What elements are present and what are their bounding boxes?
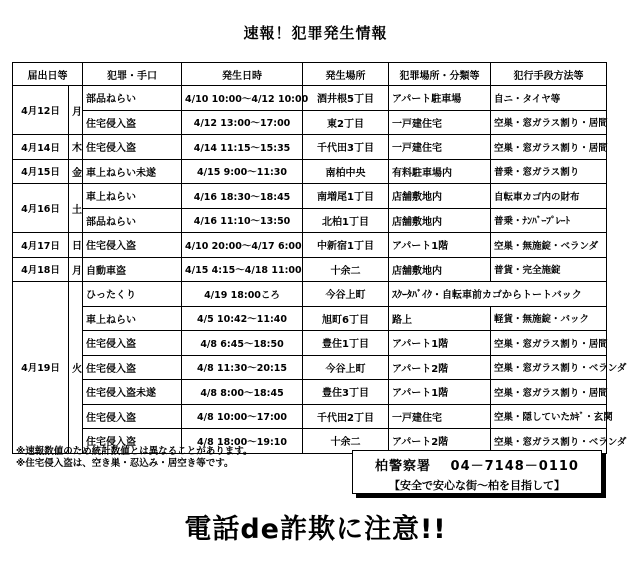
day-of-week-cell: 土 xyxy=(69,184,83,233)
datetime-cell: 4/8 8:00～18:45 xyxy=(182,380,303,405)
crime-type-cell: 自動車盗 xyxy=(83,257,182,282)
crime-type-cell: 住宅侵入盗 xyxy=(83,429,182,454)
crime-type-cell: 住宅侵入盗 xyxy=(83,135,182,160)
place-cell: 千代田2丁目 xyxy=(303,404,389,429)
place-cell: 中新宿1丁目 xyxy=(303,233,389,258)
location-type-cell: アパート2階 xyxy=(389,355,491,380)
location-type-cell: アパート1階 xyxy=(389,233,491,258)
location-type-cell: アパート1階 xyxy=(389,380,491,405)
datetime-cell: 4/12 13:00～17:00 xyxy=(182,110,303,135)
location-type-cell: ｽｸｰﾀﾊﾞｲｸ・自転車前カゴからトートバック xyxy=(389,282,607,307)
method-cell: 自転車カゴ内の財布 xyxy=(491,184,607,209)
table-row xyxy=(13,282,607,307)
datetime-cell: 4/10 10:00～4/12 10:00 xyxy=(182,86,303,111)
datetime-cell: 4/15 9:00～11:30 xyxy=(182,159,303,184)
place-cell: 千代田3丁目 xyxy=(303,135,389,160)
place-cell: 南増尾1丁目 xyxy=(303,184,389,209)
method-cell: 普乗・窓ガラス割り xyxy=(491,159,607,184)
crime-type-cell: 住宅侵入盗 xyxy=(83,110,182,135)
day-of-week-cell: 月 xyxy=(69,257,83,282)
report-date-cell: 4月16日 xyxy=(13,184,69,233)
location-type-cell: アパート2階 xyxy=(389,429,491,454)
day-of-week-cell: 火 xyxy=(69,282,83,454)
report-date-cell: 4月17日 xyxy=(13,233,69,258)
header-datetime: 発生日時 xyxy=(182,63,303,86)
footnote-1: ※速報数値のため統計数値とは異なることがあります。 xyxy=(16,446,253,457)
datetime-cell: 4/8 11:30～20:15 xyxy=(182,355,303,380)
report-date-cell: 4月14日 xyxy=(13,135,69,160)
method-cell: 空巣・窓ガラス割り・居間 xyxy=(491,380,607,405)
day-of-week-cell: 木 xyxy=(69,135,83,160)
place-cell: 北柏1丁目 xyxy=(303,208,389,233)
header-method: 犯行手段方法等 xyxy=(491,63,607,86)
report-date-cell: 4月19日 xyxy=(13,282,69,454)
footnotes xyxy=(16,446,252,470)
method-cell: 空巣・窓ガラス割り・ベランダ xyxy=(491,429,607,454)
location-type-cell: 店舗敷地内 xyxy=(389,257,491,282)
place-cell: 南柏中央 xyxy=(303,159,389,184)
crime-type-cell: 部品ねらい xyxy=(83,208,182,233)
header-crime-type: 犯罪・手口 xyxy=(83,63,182,86)
table-row xyxy=(13,257,607,282)
police-contact-box xyxy=(352,450,602,494)
location-type-cell: 一戸建住宅 xyxy=(389,404,491,429)
header-location-type: 犯罪場所・分類等 xyxy=(389,63,491,86)
method-cell: 軽貨・無施錠・バック xyxy=(491,306,607,331)
place-cell: 今谷上町 xyxy=(303,355,389,380)
header-report-date: 届出日等 xyxy=(13,63,83,86)
crime-type-cell: 住宅侵入盗未遂 xyxy=(83,380,182,405)
police-phone: 柏警察署 04－7148－0110 xyxy=(375,459,579,474)
crime-type-cell: 住宅侵入盗 xyxy=(83,233,182,258)
crime-table-body xyxy=(13,86,627,454)
location-type-cell: アパート駐車場 xyxy=(389,86,491,111)
crime-type-cell: 車上ねらい xyxy=(83,184,182,209)
datetime-cell: 4/8 18:00～19:10 xyxy=(182,429,303,454)
location-type-cell: アパート1階 xyxy=(389,331,491,356)
report-date-cell: 4月12日 xyxy=(13,86,69,135)
day-of-week-cell: 金 xyxy=(69,159,83,184)
crime-type-cell: 車上ねらい xyxy=(83,306,182,331)
table-row xyxy=(13,380,607,405)
datetime-cell: 4/19 18:00ころ xyxy=(182,282,303,307)
crime-table xyxy=(12,62,627,454)
place-cell: 十余二 xyxy=(303,257,389,282)
place-cell: 東2丁目 xyxy=(303,110,389,135)
location-type-cell: 一戸建住宅 xyxy=(389,135,491,160)
method-cell: 空巣・窓ガラス割り・ベランダ xyxy=(491,355,607,380)
location-type-cell: 店舗敷地内 xyxy=(389,208,491,233)
table-header-row xyxy=(13,63,607,86)
table-row xyxy=(13,86,607,111)
header-place: 発生場所 xyxy=(303,63,389,86)
day-of-week-cell: 月 xyxy=(69,86,83,135)
place-cell: 豊住3丁目 xyxy=(303,380,389,405)
location-type-cell: 有料駐車場内 xyxy=(389,159,491,184)
datetime-cell: 4/15 4:15～4/18 11:00 xyxy=(182,257,303,282)
method-cell: 普乗・ﾅﾝﾊﾞｰﾌﾟﾚｰﾄ xyxy=(491,208,607,233)
datetime-cell: 4/8 10:00～17:00 xyxy=(182,404,303,429)
location-type-cell: 路上 xyxy=(389,306,491,331)
datetime-cell: 4/16 18:30～18:45 xyxy=(182,184,303,209)
datetime-cell: 4/8 6:45～18:50 xyxy=(182,331,303,356)
report-date-cell: 4月15日 xyxy=(13,159,69,184)
datetime-cell: 4/10 20:00～4/17 6:00 xyxy=(182,233,303,258)
crime-type-cell: ひったくり xyxy=(83,282,182,307)
location-type-cell: 店舗敷地内 xyxy=(389,184,491,209)
method-cell: 自ニ・タイヤ等 xyxy=(491,86,607,111)
police-slogan: 【安全で安心な街～柏を目指して】 xyxy=(389,479,565,492)
footnote-2: ※住宅侵入盗は、空き巣・忍込み・居空き等です。 xyxy=(16,458,234,469)
table-row xyxy=(13,135,607,160)
table-row xyxy=(13,208,607,233)
crime-type-cell: 部品ねらい xyxy=(83,86,182,111)
place-cell: 旭町6丁目 xyxy=(303,306,389,331)
table-row xyxy=(13,184,607,209)
crime-type-cell: 住宅侵入盗 xyxy=(83,355,182,380)
table-row xyxy=(13,331,607,356)
datetime-cell: 4/5 10:42～11:40 xyxy=(182,306,303,331)
crime-type-cell: 車上ねらい未遂 xyxy=(83,159,182,184)
crime-type-cell: 住宅侵入盗 xyxy=(83,404,182,429)
method-cell: 普貨・完全施錠 xyxy=(491,257,607,282)
method-cell: 空巣・窓ガラス割り・居間 xyxy=(491,110,607,135)
table-row xyxy=(13,404,607,429)
table-row xyxy=(13,233,607,258)
place-cell: 豊住1丁目 xyxy=(303,331,389,356)
crime-type-cell: 住宅侵入盗 xyxy=(83,331,182,356)
table-row xyxy=(13,159,607,184)
place-cell: 酒井根5丁目 xyxy=(303,86,389,111)
page-title: 速報！犯罪発生情報 xyxy=(243,24,388,42)
fraud-warning: 電話de詐欺に注意!! xyxy=(184,514,447,545)
place-cell: 今谷上町 xyxy=(303,282,389,307)
method-cell: 空巣・無施錠・ベランダ xyxy=(491,233,607,258)
datetime-cell: 4/16 11:10～13:50 xyxy=(182,208,303,233)
table-row xyxy=(13,355,607,380)
place-cell: 十余二 xyxy=(303,429,389,454)
day-of-week-cell: 日 xyxy=(69,233,83,258)
method-cell: 空巣・隠していたｶｷﾞ・玄関 xyxy=(491,404,607,429)
report-date-cell: 4月18日 xyxy=(13,257,69,282)
location-type-cell: 一戸建住宅 xyxy=(389,110,491,135)
datetime-cell: 4/14 11:15～15:35 xyxy=(182,135,303,160)
method-cell: 空巣・窓ガラス割り・居間 xyxy=(491,331,607,356)
table-row xyxy=(13,110,607,135)
method-cell: 空巣・窓ガラス割り・居間 xyxy=(491,135,607,160)
table-row xyxy=(13,306,607,331)
